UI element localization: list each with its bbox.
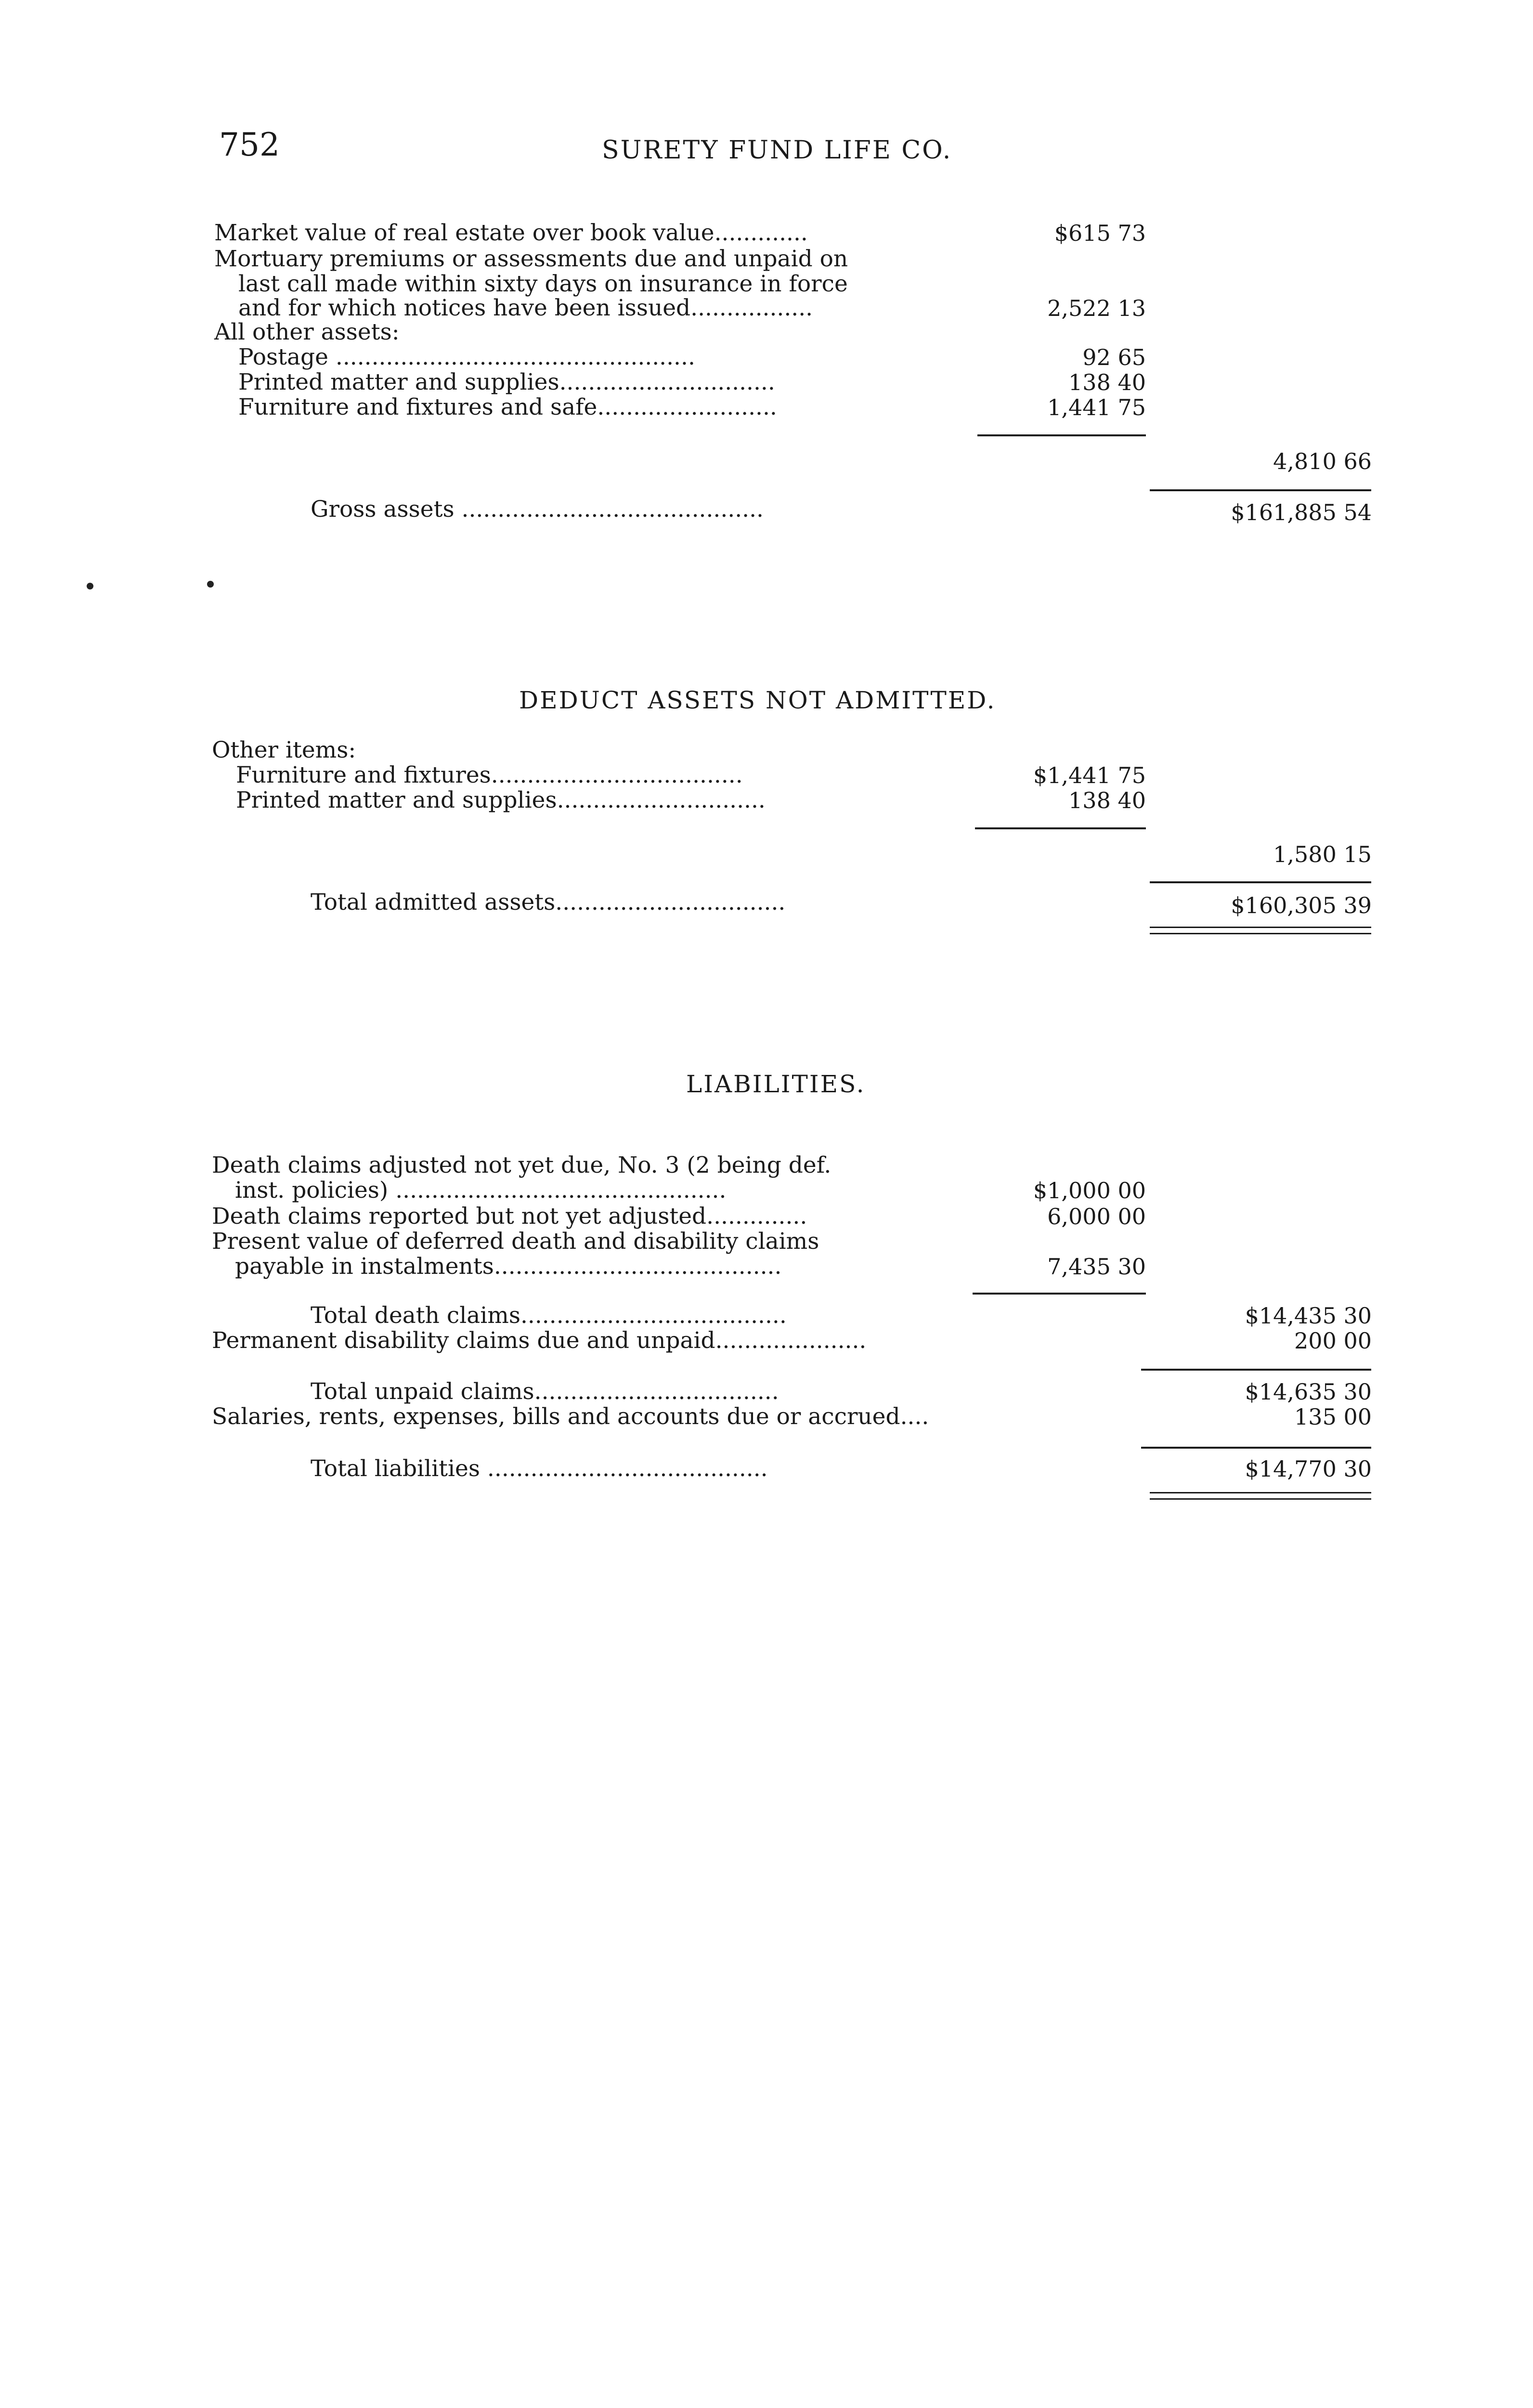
printed-matter-label: Printed matter and supplies..............................	[238, 369, 775, 395]
scan-speck	[87, 583, 93, 589]
unpaid-claims-rule	[1141, 1369, 1371, 1371]
liabilities-heading: LIABILITIES.	[686, 1070, 866, 1098]
deduct-subtotal-rule	[975, 827, 1146, 829]
total-admitted-label: Total admitted assets................................	[311, 889, 786, 916]
death-adjusted-line-1: Death claims adjusted not yet due, No. 3 (2 being def.	[212, 1152, 831, 1178]
mortuary-line-2: last call made within sixty days on insurance in force	[238, 271, 848, 297]
all-other-assets: All other assets:	[214, 319, 400, 345]
furniture-label: Furniture and fixtures and safe.........................	[238, 394, 777, 420]
printed-matter-amount: 138 40	[1068, 369, 1146, 395]
furniture-amount: 1,441 75	[1047, 394, 1146, 420]
deduct-furniture-label: Furniture and fixtures...................................	[236, 762, 743, 788]
other-items-label: Other items:	[212, 737, 356, 763]
death-claims-rule	[973, 1293, 1146, 1295]
deduct-subtotal: 1,580 15	[1273, 841, 1372, 867]
present-value-amount: 7,435 30	[1047, 1254, 1146, 1280]
total-liabilities-amount: $14,770 30	[1245, 1456, 1372, 1482]
deduct-printed-label: Printed matter and supplies.............................	[236, 787, 766, 813]
total-death-claims-amount: $14,435 30	[1245, 1303, 1372, 1329]
total-unpaid-claims-label: Total unpaid claims..................................	[311, 1378, 779, 1405]
assets-subtotal: 4,810 66	[1273, 448, 1372, 474]
gross-assets-label: Gross assets ..........................................	[311, 496, 764, 523]
postage-label: Postage ..................................................	[238, 344, 695, 370]
total-unpaid-claims-amount: $14,635 30	[1245, 1379, 1372, 1405]
deduct-furniture-amount: $1,441 75	[1033, 762, 1146, 788]
admitted-double-rule	[1150, 927, 1371, 934]
permanent-disability-amount: 200 00	[1294, 1328, 1372, 1354]
scan-speck	[207, 581, 214, 588]
mortuary-amount: 2,522 13	[1047, 295, 1146, 321]
salaries-amount: 135 00	[1294, 1404, 1372, 1430]
present-value-line-1: Present value of deferred death and disability claims	[212, 1228, 819, 1255]
market-value-amount: $615 73	[1054, 220, 1146, 246]
market-value-label: Market value of real estate over book value.............	[214, 220, 808, 246]
deduct-printed-amount: 138 40	[1068, 787, 1146, 813]
death-adjusted-line-2: inst. policies) ..............................................	[235, 1177, 727, 1204]
death-adjusted-amount: $1,000 00	[1033, 1178, 1146, 1204]
total-admitted-amount: $160,305 39	[1231, 892, 1372, 918]
present-value-line-2: payable in instalments........................................	[235, 1253, 782, 1280]
death-reported-amount: 6,000 00	[1047, 1204, 1146, 1230]
total-liabilities-label: Total liabilities .......................................	[311, 1455, 768, 1482]
postage-amount: 92 65	[1082, 344, 1146, 370]
deduct-heading: DEDUCT ASSETS NOT ADMITTED.	[519, 686, 996, 714]
salaries-label: Salaries, rents, expenses, bills and accounts due or accrued....	[212, 1403, 929, 1430]
total-death-claims-label: Total death claims.....................................	[311, 1302, 787, 1329]
mortuary-line-1: Mortuary premiums or assessments due and unpaid on	[214, 246, 848, 272]
liabilities-double-rule	[1150, 1492, 1371, 1500]
permanent-disability-label: Permanent disability claims due and unpaid.....................	[212, 1327, 867, 1354]
admitted-rule	[1150, 881, 1371, 883]
mortuary-line-3: and for which notices have been issued.................	[238, 295, 813, 321]
subtotal-rule	[977, 434, 1146, 436]
page-number: 752	[219, 126, 280, 163]
running-head: SURETY FUND LIFE CO.	[602, 136, 952, 165]
liabilities-rule	[1141, 1447, 1371, 1449]
gross-assets-amount: $161,885 54	[1231, 499, 1372, 525]
gross-rule	[1150, 489, 1371, 491]
death-reported-label: Death claims reported but not yet adjusted..............	[212, 1203, 807, 1230]
